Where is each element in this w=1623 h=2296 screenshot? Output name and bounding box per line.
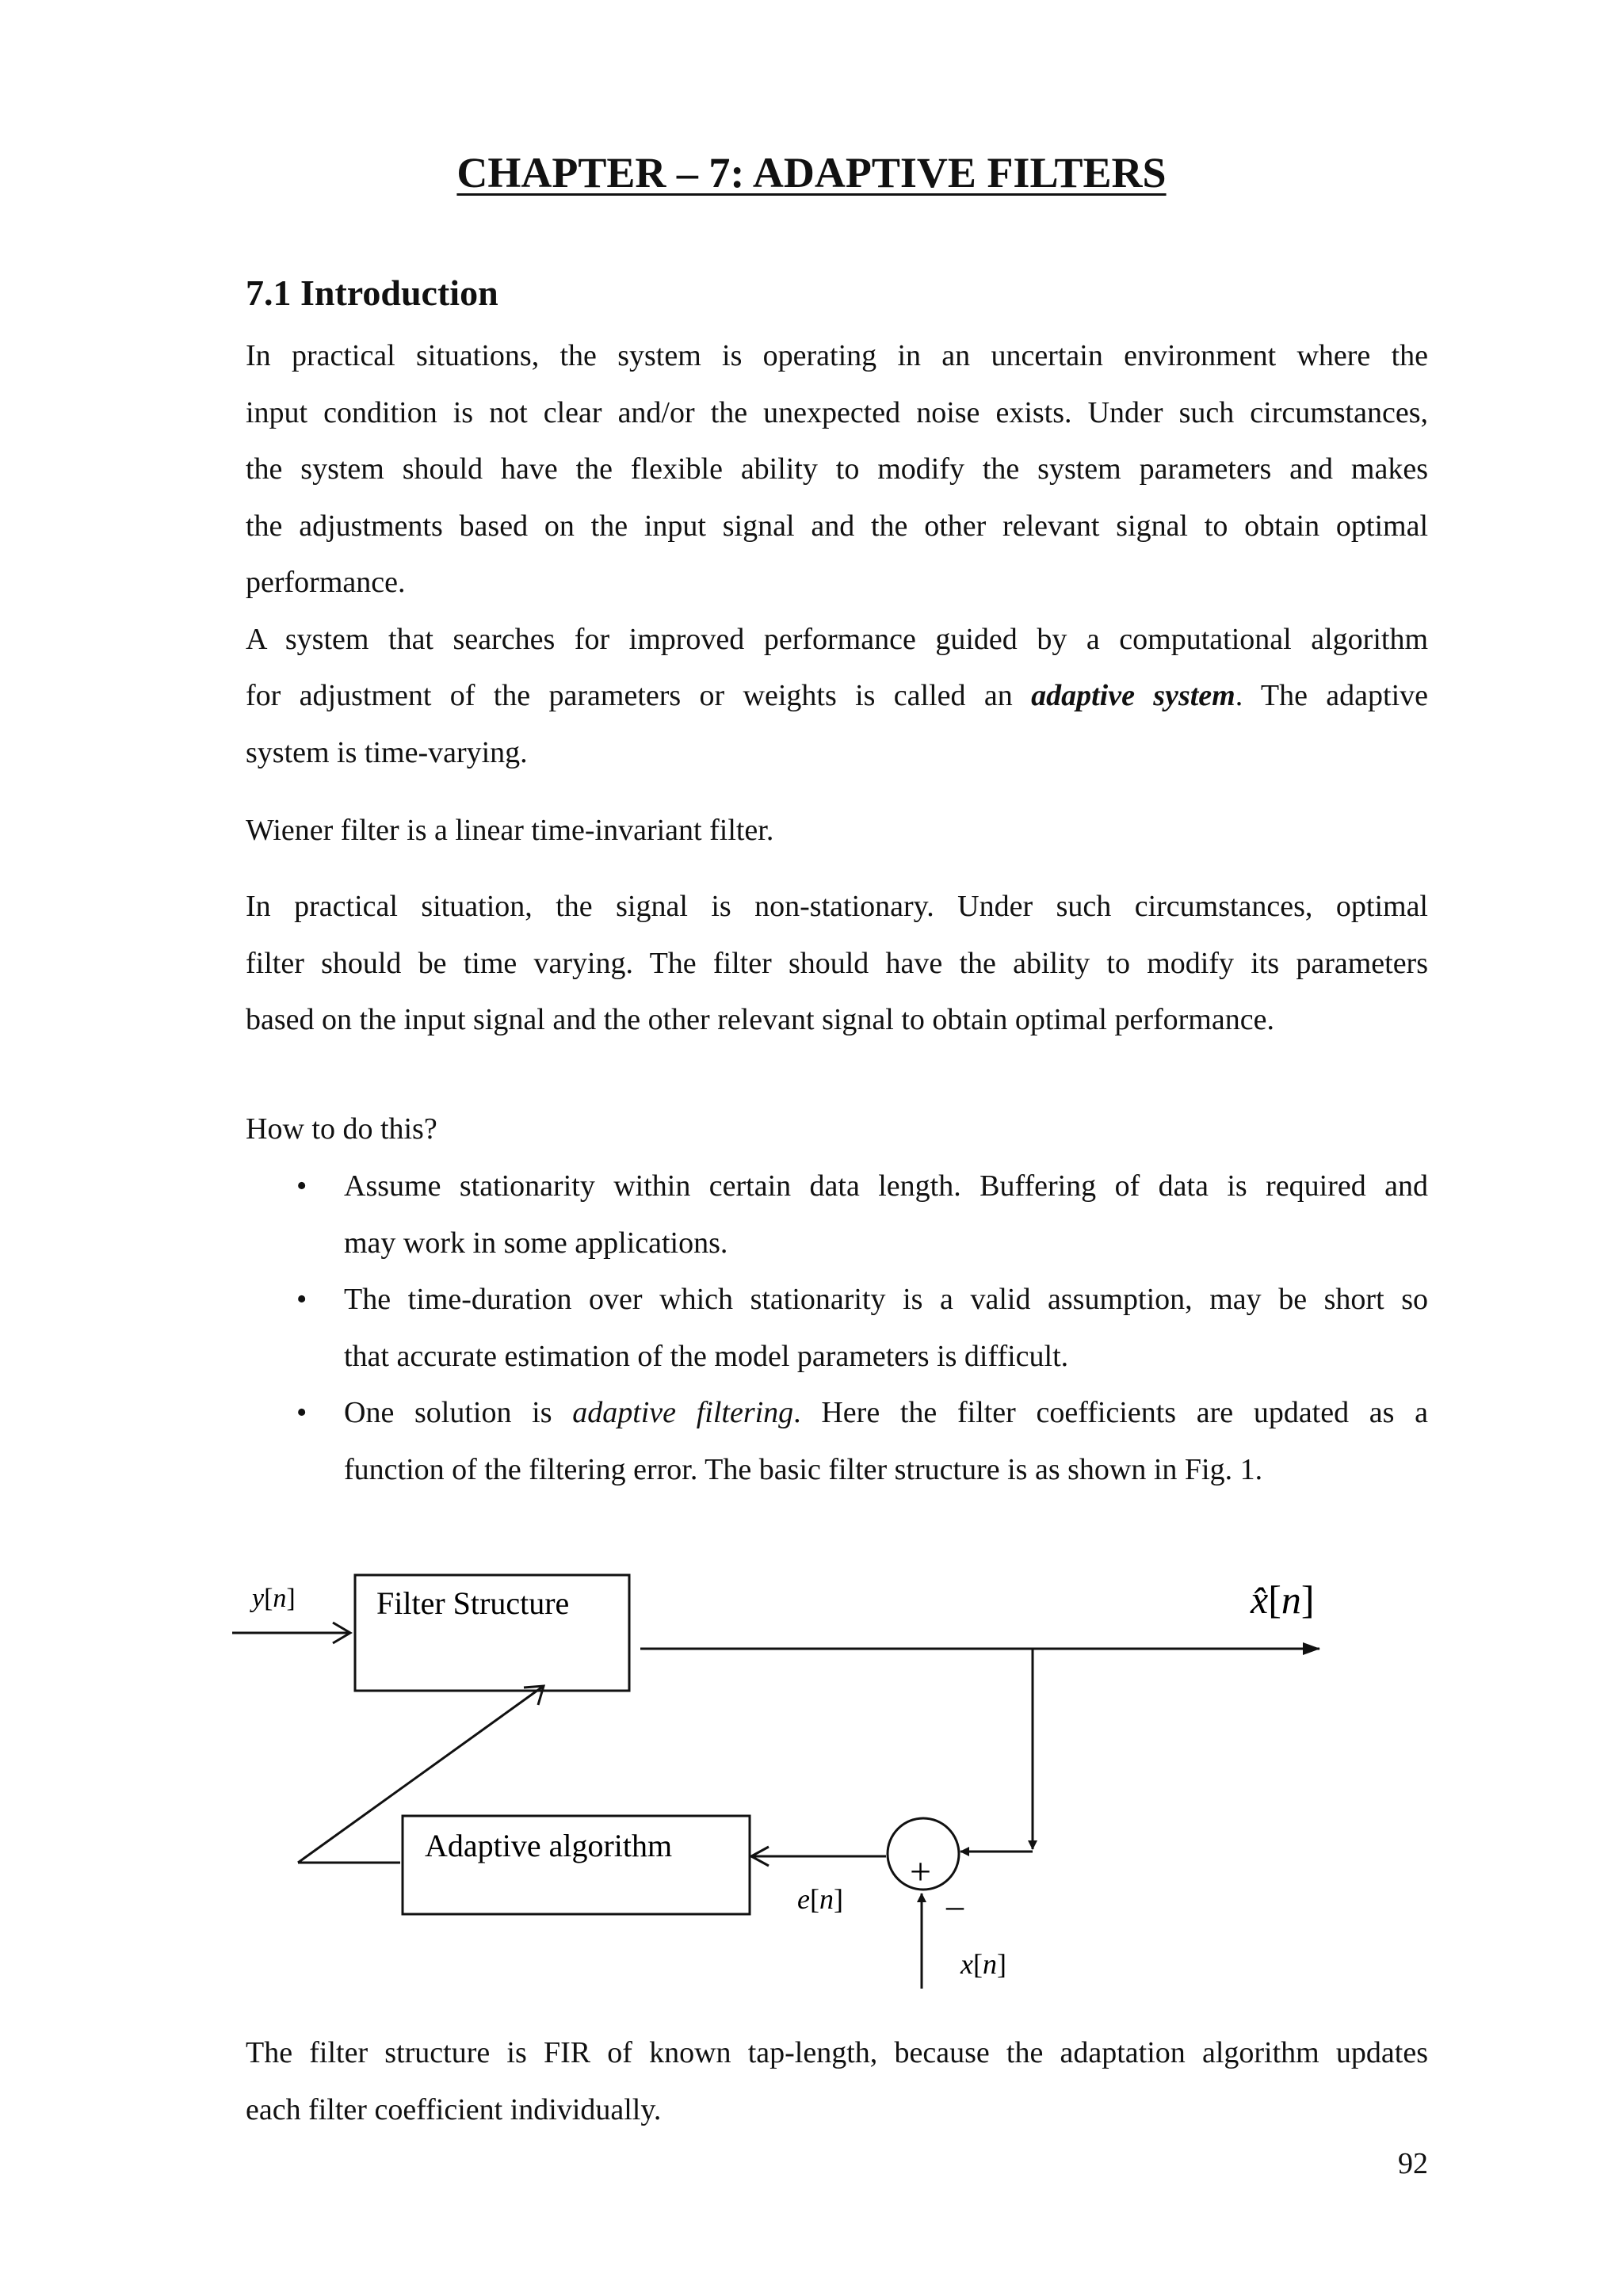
intro-line: system is time-varying. [246,735,528,769]
nonstationary-line: based on the input signal and the other relevant signal to obtain optimal performance. [246,1003,1274,1036]
conclusion-line: The filter structure is FIR of known tap-length, because the adaptation algorithm updates [246,2036,1428,2069]
output-label: x̂[n] [1251,1577,1315,1622]
bullet-line: Assume stationarity within certain data length. Buffering of data is required and [344,1169,1428,1203]
minus-sign: – [946,1886,964,1925]
conclusion-line: each filter coefficient individually. [246,2092,662,2126]
adaptive-algorithm-label: Adaptive algorithm [425,1828,673,1863]
filter-structure-label: Filter Structure [376,1585,570,1621]
bullet-line: The time-duration over which stationarity is a valid assumption, may be short so [344,1283,1428,1316]
page-number: 92 [1398,2147,1428,2180]
section-title: 7.1 Introduction [246,273,498,313]
bullet-line: may work in some applications. [344,1226,728,1260]
bullet-marker: • [296,1396,307,1429]
bullet-line: that accurate estimation of the model parameters is difficult. [344,1339,1069,1373]
bullet-text: One solution is [344,1396,552,1429]
desired-label: x[n] [960,1948,1006,1980]
nonstationary-line: filter should be time varying. The filter should have the ability to modify its parameters [246,946,1428,980]
intro-line: performance. [246,566,406,599]
intro-text: for adjustment of the parameters or weights is called an [246,679,1013,712]
how-to-line: How to do this? [246,1112,437,1146]
conclusion-paragraph [246,2025,1428,2138]
chapter-title: CHAPTER – 7: ADAPTIVE FILTERS [456,149,1167,196]
adaptive-system-term: adaptive system [1031,679,1235,712]
nonstationary-line: In practical situation, the signal is non-stationary. Under such circumstances, optimal [246,890,1428,923]
intro-line: A system that searches for improved performance guided by a computational algorithm [246,622,1428,656]
bullet-marker: • [296,1283,307,1316]
input-label: y[n] [252,1584,296,1613]
intro-line: input condition is not clear and/or the unexpected noise exists. Under such circumstances, [246,395,1428,429]
intro-text: . The adaptive [1235,679,1429,712]
intro-line: the system should have the flexible ability to modify the system parameters and makes [246,452,1428,486]
wiener-line: Wiener filter is a linear time-invariant filter. [246,814,774,847]
intro-line: In practical situations, the system is operating in an uncertain environment where the [246,339,1428,372]
error-label: e[n] [797,1883,843,1915]
adaptive-filtering-term: adaptive filtering [572,1396,794,1429]
bullet-marker: • [296,1169,307,1203]
bullet-line: function of the filtering error. The basic filter structure is as shown in Fig. 1. [344,1452,1263,1486]
intro-line: the adjustments based on the input signal and the other relevant signal to obtain optimal [246,509,1428,543]
plus-sign: + [910,1851,932,1893]
bullet-text: . Here the filter coefficients are updated as a [793,1396,1428,1429]
